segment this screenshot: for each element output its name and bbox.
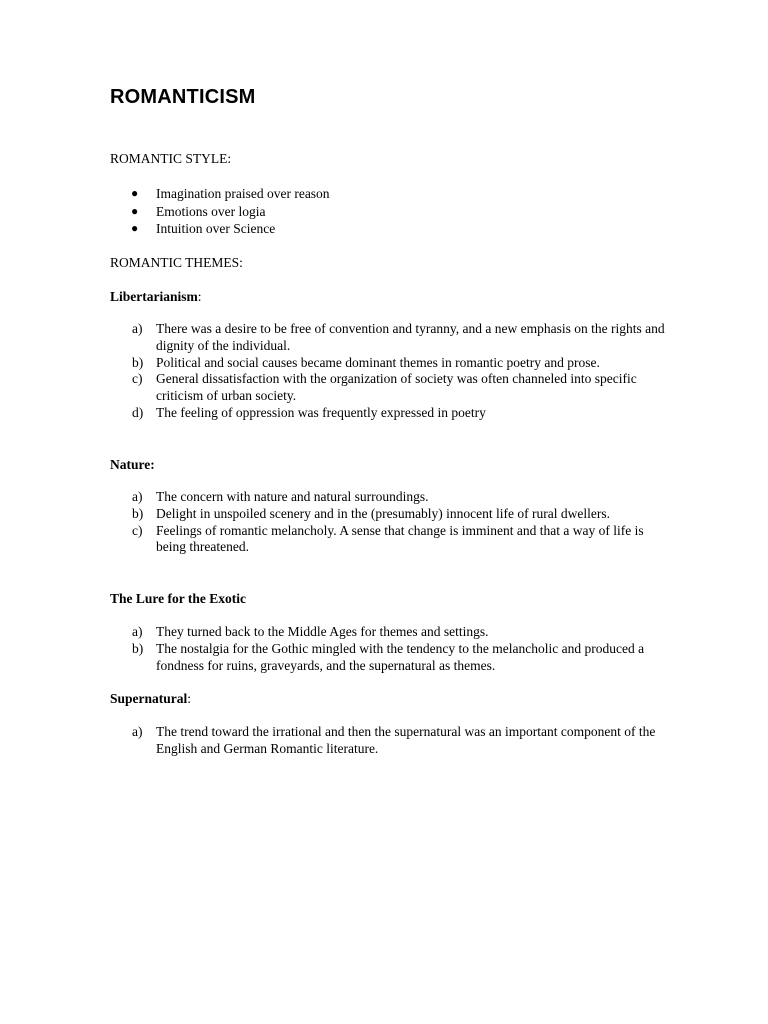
nature-heading-block: [110, 456, 670, 473]
list-item: b) Political and social causes became dominant themes in romantic poetry and prose.: [132, 354, 600, 370]
supernatural-heading-block: [110, 690, 670, 707]
list-item: d) The feeling of oppression was frequently expressed in poetry: [132, 404, 486, 420]
exotic-heading-block: [110, 590, 670, 607]
exotic-heading: The Lure for the Exotic: [110, 591, 246, 606]
list-item: b) Delight in unspoiled scenery and in the (presumably) innocent life of rural dwellers.: [132, 505, 610, 521]
romantic-style-section: [110, 150, 670, 167]
list-item: a) They turned back to the Middle Ages for themes and settings.: [132, 624, 489, 639]
romantic-style-list: [110, 185, 670, 238]
supernatural-list: [110, 724, 670, 758]
document-title: ROMANTICISM: [110, 86, 256, 108]
libertarianism-heading-block: [110, 288, 670, 305]
bullet-icon: ●: [131, 221, 139, 235]
list-item: a) There was a desire to be free of convention and tyranny, and a new emphasis on the rights and dignity of the individual.: [132, 321, 665, 353]
romantic-themes-section: [110, 254, 670, 271]
list-item: a) The trend toward the irrational and then the supernatural was an important component of the English and German Romantic literature.: [132, 724, 656, 756]
romantic-style-heading: ROMANTIC STYLE:: [110, 151, 232, 166]
nature-list-block: [110, 489, 670, 556]
list-item: c) General dissatisfaction with the organization of society was often channeled into specific criticism of urban society.: [132, 371, 637, 404]
list-item: b) The nostalgia for the Gothic mingled with the tendency to the melancholic and produced a fondness for ruins, graveyards, and the supernatural as themes.: [132, 640, 645, 673]
list-item: ● Emotions over logia: [131, 203, 266, 219]
libertarianism-list: [110, 321, 670, 422]
list-item: c) Feelings of romantic melancholy. A sense that change is imminent and that a way of life is being threatened.: [132, 522, 644, 555]
supernatural-heading: Supernatural:: [110, 691, 192, 706]
libertarianism-heading: Libertarianism:: [110, 289, 202, 304]
list-item: ● Imagination praised over reason: [131, 186, 330, 201]
supernatural-list-block: [110, 724, 670, 758]
exotic-list-block: [110, 624, 670, 674]
bullet-icon: ●: [131, 186, 139, 200]
romantic-themes-heading: ROMANTIC THEMES:: [110, 255, 243, 270]
exotic-list: [110, 624, 670, 674]
bullet-icon: ●: [131, 203, 139, 218]
nature-heading: Nature:: [110, 457, 155, 472]
romantic-style-list-block: [110, 185, 670, 238]
list-item: ● Intuition over Science: [131, 221, 276, 236]
nature-list: [110, 489, 670, 556]
libertarianism-list-block: [110, 321, 670, 422]
list-item: a) The concern with nature and natural surroundings.: [132, 489, 429, 504]
